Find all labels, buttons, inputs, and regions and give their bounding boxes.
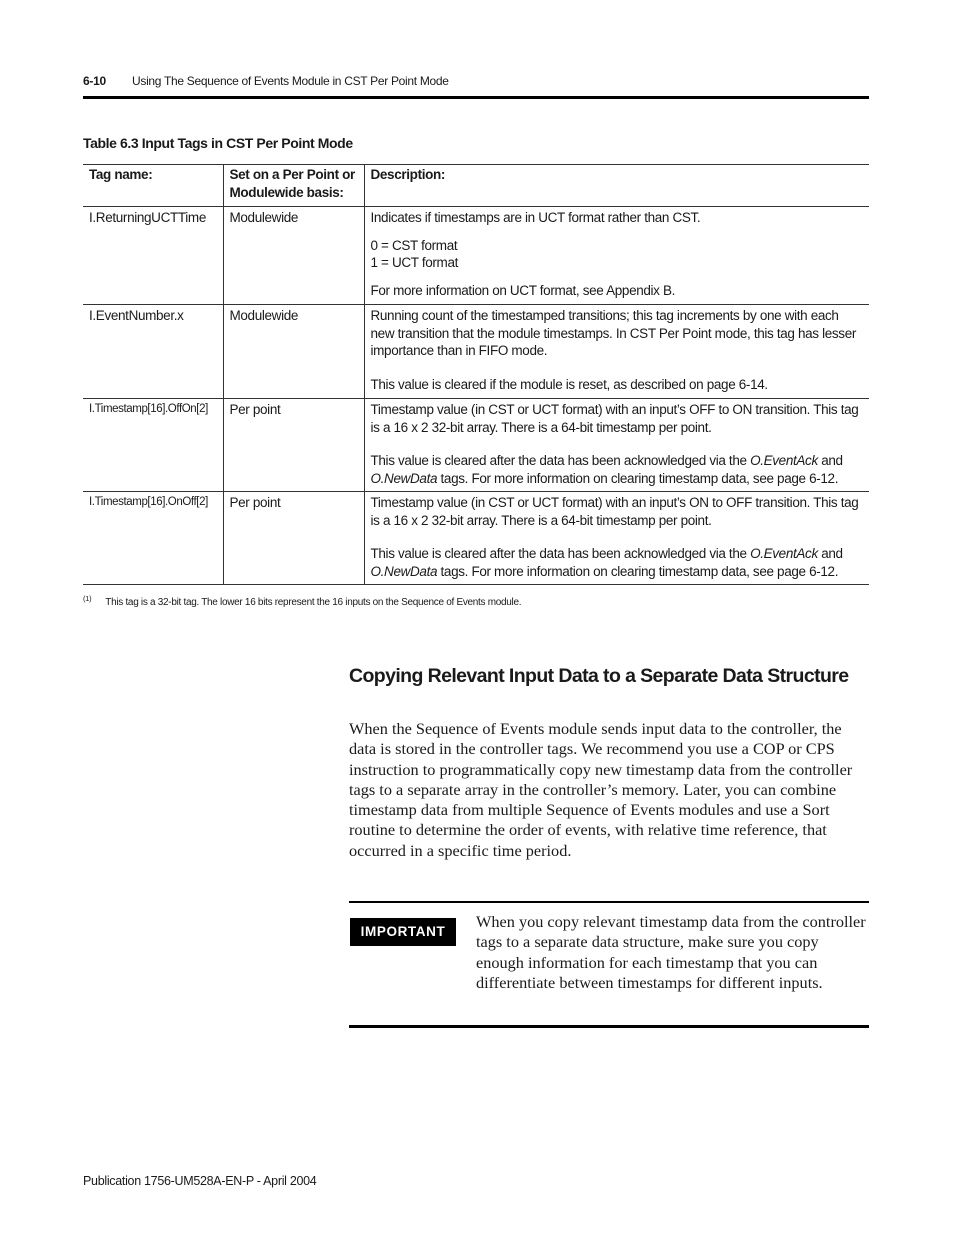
- header-tag-name: Tag name:: [83, 165, 223, 207]
- basis-cell: Per point: [223, 399, 364, 492]
- section-body: When the Sequence of Events module sends input data to the controller, the data is stored in the controller tags. We recommend you use a COP or CPS instruction to programmatically copy new timestamp data from the controller tags to a separate array in the controller’s memory. Later, you can combine timestamp data from multiple Sequence of Events modules and use a Sort routine to determine the order of events, with relative time reference, that occurred in a specific time period.: [349, 719, 853, 860]
- important-text: When you copy relevant timestamp data from the controller tags to a separate data structure, make sure you copy enough information for each timestamp that you can differentiate between timestamps for different inputs.: [476, 912, 866, 992]
- tag-reference: O.NewData: [370, 470, 438, 486]
- description-fragment: This value is cleared after the data has been acknowledged via the: [370, 453, 751, 468]
- page-number: 6-10: [83, 74, 106, 88]
- tag-reference: O.EventAck: [750, 546, 818, 561]
- footnote-text: This tag is a 32-bit tag. The lower 16 bits represent the 16 inputs on the Sequence of Events module.: [105, 597, 522, 608]
- description-text: 0 = CST format: [370, 237, 458, 253]
- description-fragment: tags. For more information on clearing timestamp data, see page 6-12.: [437, 470, 839, 486]
- description-cell: [364, 305, 869, 399]
- description-fragment: This value is cleared after the data has been acknowledged via the: [370, 546, 751, 561]
- tag-reference: O.EventAck: [750, 453, 818, 468]
- table-row: [83, 305, 869, 399]
- tag-name-cell: I.ReturningUCTTime: [83, 207, 223, 305]
- description-text: Running count of the timestamped transitions; this tag increments by one with each new transition that the module timestamps. In CST Per Point mode, this tag has lesser importance than in FIFO mode.: [370, 308, 856, 358]
- important-callout: [349, 901, 869, 1028]
- table-footnote: [83, 594, 521, 608]
- description-fragment: and: [817, 453, 843, 468]
- description-cell: [364, 207, 869, 305]
- description-text: [371, 545, 864, 580]
- tag-name-cell: I.EventNumber.x: [83, 305, 223, 399]
- header-description: Description:: [364, 165, 869, 207]
- table-header-row: [83, 165, 869, 207]
- basis-cell: Modulewide: [223, 207, 364, 305]
- description-text: Indicates if timestamps are in UCT format rather than CST.: [370, 210, 701, 225]
- section-heading: Copying Relevant Input Data to a Separate Data Structure: [349, 665, 849, 687]
- description-text: This value is cleared if the module is reset, as described on page 6-14.: [370, 376, 768, 392]
- publication-footer: Publication 1756-UM528A-EN-P - April 2004: [83, 1174, 317, 1188]
- description-text: [371, 452, 864, 487]
- tag-name-cell: I.Timestamp[16].OnOff[2]: [83, 492, 223, 585]
- table-caption: Table 6.3 Input Tags in CST Per Point Mode: [83, 135, 353, 151]
- description-text: 1 = UCT format: [370, 255, 459, 270]
- running-title: Using The Sequence of Events Module in CST Per Point Mode: [132, 74, 449, 88]
- important-label: IMPORTANT: [350, 918, 456, 946]
- tag-reference: O.NewData: [370, 563, 438, 579]
- page-header: [83, 73, 869, 99]
- description-text: For more information on UCT format, see Appendix B.: [370, 282, 676, 298]
- basis-cell: Modulewide: [223, 305, 364, 399]
- table-row: [83, 399, 869, 492]
- input-tags-table: [83, 164, 869, 585]
- table-row: [83, 492, 869, 585]
- description-fragment: and: [817, 546, 843, 561]
- header-basis: Set on a Per Point or Modulewide basis:: [223, 165, 364, 207]
- footnote-marker: (1): [83, 594, 92, 603]
- table-row: [83, 207, 869, 305]
- description-cell: [364, 492, 869, 585]
- description-text: Timestamp value (in CST or UCT format) with an input’s ON to OFF transition. This tag is a 16 x 2 32-bit array. There is a 64-bit timestamp per point.: [370, 495, 859, 528]
- basis-cell: Per point: [223, 492, 364, 585]
- description-fragment: tags. For more information on clearing timestamp data, see page 6-12.: [437, 563, 839, 579]
- tag-name-cell: I.Timestamp[16].OffOn[2]: [83, 399, 223, 492]
- description-text: Timestamp value (in CST or UCT format) with an input’s OFF to ON transition. This tag is a 16 x 2 32-bit array. There is a 64-bit timestamp per point.: [370, 402, 859, 435]
- description-cell: [364, 399, 869, 492]
